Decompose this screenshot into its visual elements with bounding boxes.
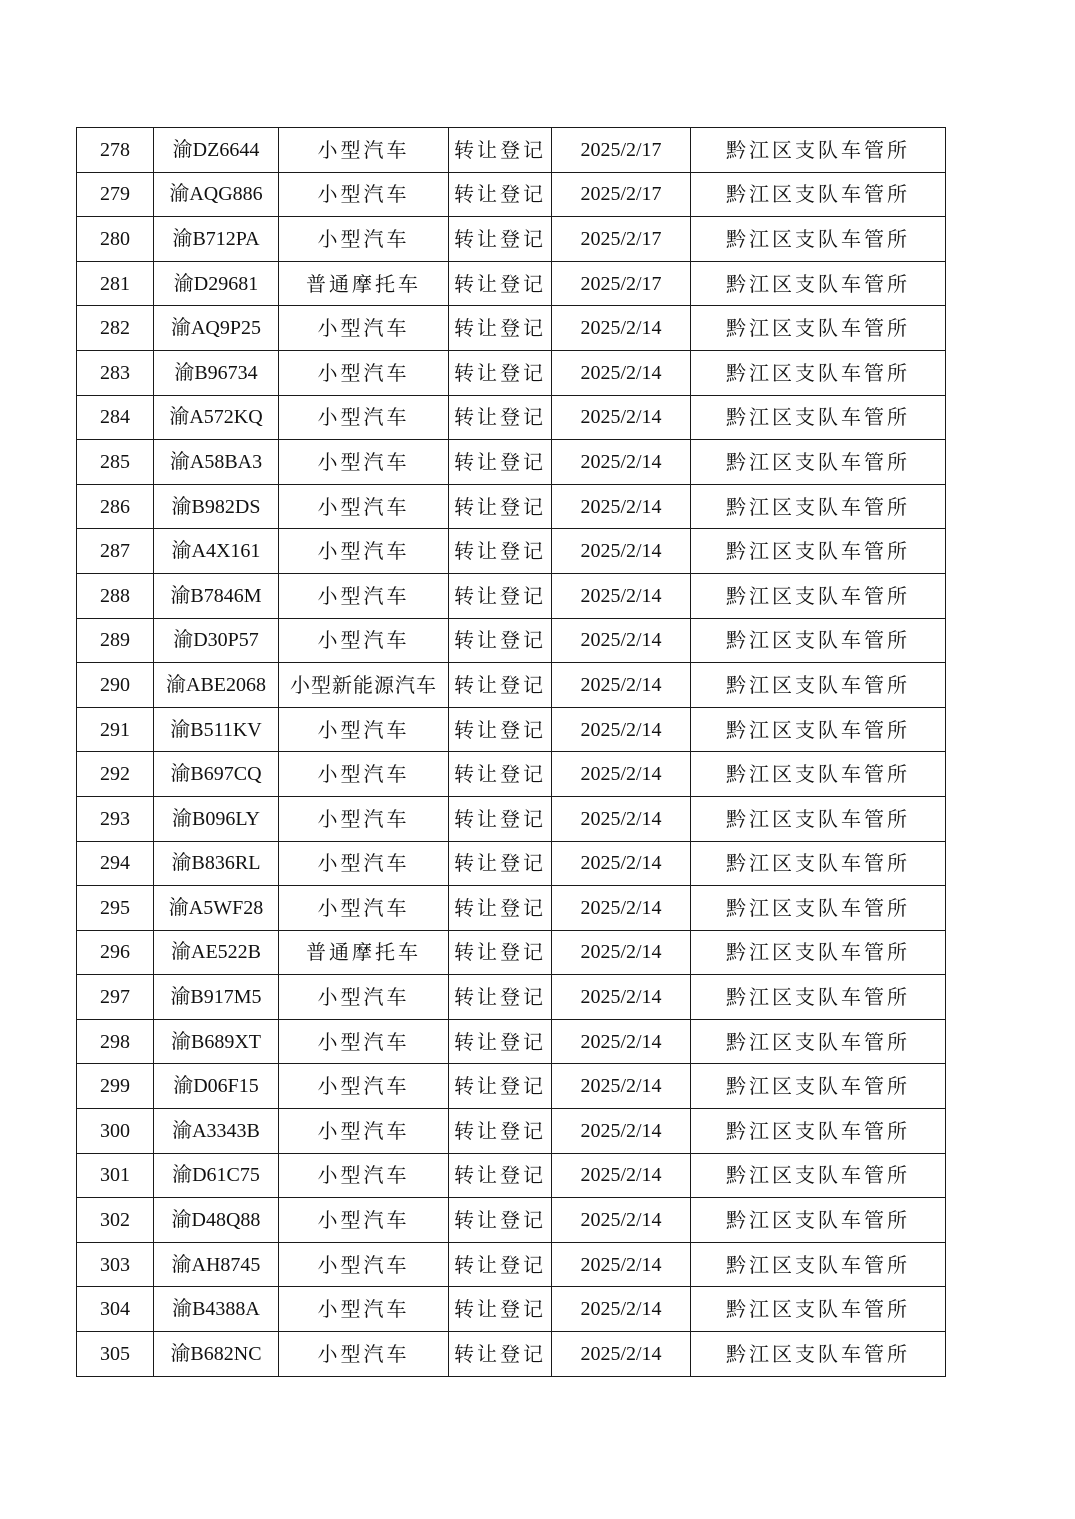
date-cell: 2025/2/14	[552, 1332, 691, 1377]
business-type-cell: 转让登记	[449, 1242, 552, 1287]
row-number-cell: 291	[77, 707, 154, 752]
plate-number-cell: 渝A572KQ	[154, 395, 279, 440]
table-row	[77, 618, 946, 663]
table-row	[77, 1242, 946, 1287]
table-row	[77, 172, 946, 217]
business-type-cell: 转让登记	[449, 440, 552, 485]
row-number-cell: 284	[77, 395, 154, 440]
business-type-cell: 转让登记	[449, 128, 552, 173]
vehicle-type-cell: 小型汽车	[279, 1242, 449, 1287]
vehicle-type-cell: 小型汽车	[279, 1064, 449, 1109]
date-cell: 2025/2/14	[552, 395, 691, 440]
office-cell: 黔江区支队车管所	[691, 573, 946, 618]
plate-number-cell: 渝A5WF28	[154, 886, 279, 931]
vehicle-type-cell: 小型汽车	[279, 484, 449, 529]
plate-number-cell: 渝B712PA	[154, 217, 279, 262]
business-type-cell: 转让登记	[449, 484, 552, 529]
vehicle-type-cell: 小型汽车	[279, 350, 449, 395]
row-number-cell: 287	[77, 529, 154, 574]
date-cell: 2025/2/14	[552, 1287, 691, 1332]
plate-number-cell: 渝B689XT	[154, 1019, 279, 1064]
table-row	[77, 975, 946, 1020]
business-type-cell: 转让登记	[449, 930, 552, 975]
vehicle-type-cell: 小型汽车	[279, 128, 449, 173]
vehicle-registration-table	[76, 127, 946, 1377]
row-number-cell: 299	[77, 1064, 154, 1109]
business-type-cell: 转让登记	[449, 663, 552, 708]
row-number-cell: 297	[77, 975, 154, 1020]
office-cell: 黔江区支队车管所	[691, 440, 946, 485]
table-row	[77, 886, 946, 931]
vehicle-type-cell: 小型汽车	[279, 841, 449, 886]
date-cell: 2025/2/14	[552, 618, 691, 663]
date-cell: 2025/2/17	[552, 172, 691, 217]
business-type-cell: 转让登记	[449, 796, 552, 841]
plate-number-cell: 渝AQG886	[154, 172, 279, 217]
table-row	[77, 1332, 946, 1377]
date-cell: 2025/2/17	[552, 128, 691, 173]
vehicle-type-cell: 小型汽车	[279, 707, 449, 752]
office-cell: 黔江区支队车管所	[691, 172, 946, 217]
table-row	[77, 841, 946, 886]
date-cell: 2025/2/14	[552, 752, 691, 797]
date-cell: 2025/2/14	[552, 1153, 691, 1198]
plate-number-cell: 渝D48Q88	[154, 1198, 279, 1243]
table-row	[77, 484, 946, 529]
plate-number-cell: 渝B682NC	[154, 1332, 279, 1377]
date-cell: 2025/2/14	[552, 440, 691, 485]
plate-number-cell: 渝A58BA3	[154, 440, 279, 485]
vehicle-type-cell: 小型汽车	[279, 1287, 449, 1332]
business-type-cell: 转让登记	[449, 618, 552, 663]
business-type-cell: 转让登记	[449, 1153, 552, 1198]
table-row	[77, 1153, 946, 1198]
date-cell: 2025/2/14	[552, 529, 691, 574]
table-body	[77, 128, 946, 1377]
row-number-cell: 301	[77, 1153, 154, 1198]
date-cell: 2025/2/14	[552, 930, 691, 975]
office-cell: 黔江区支队车管所	[691, 1332, 946, 1377]
plate-number-cell: 渝D29681	[154, 261, 279, 306]
business-type-cell: 转让登记	[449, 841, 552, 886]
date-cell: 2025/2/14	[552, 886, 691, 931]
business-type-cell: 转让登记	[449, 975, 552, 1020]
office-cell: 黔江区支队车管所	[691, 975, 946, 1020]
office-cell: 黔江区支队车管所	[691, 484, 946, 529]
date-cell: 2025/2/17	[552, 217, 691, 262]
plate-number-cell: 渝AH8745	[154, 1242, 279, 1287]
date-cell: 2025/2/14	[552, 350, 691, 395]
office-cell: 黔江区支队车管所	[691, 395, 946, 440]
plate-number-cell: 渝B511KV	[154, 707, 279, 752]
date-cell: 2025/2/17	[552, 261, 691, 306]
vehicle-type-cell: 小型汽车	[279, 886, 449, 931]
row-number-cell: 298	[77, 1019, 154, 1064]
table-row	[77, 261, 946, 306]
vehicle-type-cell: 小型汽车	[279, 1198, 449, 1243]
plate-number-cell: 渝D06F15	[154, 1064, 279, 1109]
date-cell: 2025/2/14	[552, 1242, 691, 1287]
office-cell: 黔江区支队车管所	[691, 1019, 946, 1064]
plate-number-cell: 渝B96734	[154, 350, 279, 395]
plate-number-cell: 渝B836RL	[154, 841, 279, 886]
date-cell: 2025/2/14	[552, 663, 691, 708]
row-number-cell: 279	[77, 172, 154, 217]
office-cell: 黔江区支队车管所	[691, 1064, 946, 1109]
row-number-cell: 282	[77, 306, 154, 351]
office-cell: 黔江区支队车管所	[691, 886, 946, 931]
row-number-cell: 300	[77, 1109, 154, 1154]
business-type-cell: 转让登记	[449, 1064, 552, 1109]
plate-number-cell: 渝B982DS	[154, 484, 279, 529]
date-cell: 2025/2/14	[552, 1064, 691, 1109]
row-number-cell: 283	[77, 350, 154, 395]
table-row	[77, 1287, 946, 1332]
table-row	[77, 1064, 946, 1109]
business-type-cell: 转让登记	[449, 573, 552, 618]
date-cell: 2025/2/14	[552, 796, 691, 841]
table-row	[77, 1198, 946, 1243]
vehicle-type-cell: 小型汽车	[279, 1019, 449, 1064]
date-cell: 2025/2/14	[552, 1198, 691, 1243]
business-type-cell: 转让登记	[449, 529, 552, 574]
table-row	[77, 128, 946, 173]
office-cell: 黔江区支队车管所	[691, 752, 946, 797]
office-cell: 黔江区支队车管所	[691, 841, 946, 886]
table-row	[77, 217, 946, 262]
plate-number-cell: 渝DZ6644	[154, 128, 279, 173]
table-row	[77, 930, 946, 975]
table-row	[77, 752, 946, 797]
plate-number-cell: 渝B4388A	[154, 1287, 279, 1332]
table-row	[77, 395, 946, 440]
business-type-cell: 转让登记	[449, 752, 552, 797]
row-number-cell: 305	[77, 1332, 154, 1377]
vehicle-type-cell: 小型汽车	[279, 217, 449, 262]
date-cell: 2025/2/14	[552, 1019, 691, 1064]
row-number-cell: 285	[77, 440, 154, 485]
business-type-cell: 转让登记	[449, 1198, 552, 1243]
business-type-cell: 转让登记	[449, 350, 552, 395]
row-number-cell: 288	[77, 573, 154, 618]
office-cell: 黔江区支队车管所	[691, 306, 946, 351]
vehicle-type-cell: 小型汽车	[279, 529, 449, 574]
business-type-cell: 转让登记	[449, 306, 552, 351]
row-number-cell: 290	[77, 663, 154, 708]
date-cell: 2025/2/14	[552, 707, 691, 752]
office-cell: 黔江区支队车管所	[691, 1242, 946, 1287]
vehicle-type-cell: 小型汽车	[279, 618, 449, 663]
date-cell: 2025/2/14	[552, 975, 691, 1020]
row-number-cell: 289	[77, 618, 154, 663]
office-cell: 黔江区支队车管所	[691, 1109, 946, 1154]
vehicle-type-cell: 普通摩托车	[279, 930, 449, 975]
row-number-cell: 294	[77, 841, 154, 886]
date-cell: 2025/2/14	[552, 306, 691, 351]
office-cell: 黔江区支队车管所	[691, 1287, 946, 1332]
plate-number-cell: 渝A3343B	[154, 1109, 279, 1154]
row-number-cell: 303	[77, 1242, 154, 1287]
office-cell: 黔江区支队车管所	[691, 217, 946, 262]
vehicle-type-cell: 小型汽车	[279, 395, 449, 440]
plate-number-cell: 渝D30P57	[154, 618, 279, 663]
row-number-cell: 302	[77, 1198, 154, 1243]
plate-number-cell: 渝B697CQ	[154, 752, 279, 797]
vehicle-type-cell: 普通摩托车	[279, 261, 449, 306]
table-row	[77, 1109, 946, 1154]
plate-number-cell: 渝A4X161	[154, 529, 279, 574]
table-row	[77, 306, 946, 351]
office-cell: 黔江区支队车管所	[691, 128, 946, 173]
row-number-cell: 286	[77, 484, 154, 529]
vehicle-type-cell: 小型汽车	[279, 752, 449, 797]
vehicle-type-cell: 小型汽车	[279, 1332, 449, 1377]
office-cell: 黔江区支队车管所	[691, 796, 946, 841]
vehicle-type-cell: 小型汽车	[279, 573, 449, 618]
plate-number-cell: 渝B7846M	[154, 573, 279, 618]
business-type-cell: 转让登记	[449, 217, 552, 262]
date-cell: 2025/2/14	[552, 573, 691, 618]
plate-number-cell: 渝AE522B	[154, 930, 279, 975]
vehicle-type-cell: 小型汽车	[279, 796, 449, 841]
vehicle-type-cell: 小型汽车	[279, 1153, 449, 1198]
date-cell: 2025/2/14	[552, 841, 691, 886]
office-cell: 黔江区支队车管所	[691, 1198, 946, 1243]
row-number-cell: 293	[77, 796, 154, 841]
business-type-cell: 转让登记	[449, 1287, 552, 1332]
business-type-cell: 转让登记	[449, 1332, 552, 1377]
office-cell: 黔江区支队车管所	[691, 261, 946, 306]
vehicle-type-cell: 小型汽车	[279, 172, 449, 217]
row-number-cell: 280	[77, 217, 154, 262]
table-row	[77, 1019, 946, 1064]
business-type-cell: 转让登记	[449, 1019, 552, 1064]
business-type-cell: 转让登记	[449, 1109, 552, 1154]
vehicle-type-cell: 小型新能源汽车	[279, 663, 449, 708]
business-type-cell: 转让登记	[449, 707, 552, 752]
office-cell: 黔江区支队车管所	[691, 707, 946, 752]
table-row	[77, 440, 946, 485]
business-type-cell: 转让登记	[449, 886, 552, 931]
table-row	[77, 707, 946, 752]
plate-number-cell: 渝AQ9P25	[154, 306, 279, 351]
business-type-cell: 转让登记	[449, 172, 552, 217]
row-number-cell: 278	[77, 128, 154, 173]
office-cell: 黔江区支队车管所	[691, 618, 946, 663]
plate-number-cell: 渝B917M5	[154, 975, 279, 1020]
date-cell: 2025/2/14	[552, 1109, 691, 1154]
office-cell: 黔江区支队车管所	[691, 930, 946, 975]
office-cell: 黔江区支队车管所	[691, 663, 946, 708]
row-number-cell: 296	[77, 930, 154, 975]
vehicle-type-cell: 小型汽车	[279, 1109, 449, 1154]
row-number-cell: 295	[77, 886, 154, 931]
date-cell: 2025/2/14	[552, 484, 691, 529]
table-row	[77, 663, 946, 708]
row-number-cell: 281	[77, 261, 154, 306]
business-type-cell: 转让登记	[449, 395, 552, 440]
table-row	[77, 350, 946, 395]
office-cell: 黔江区支队车管所	[691, 529, 946, 574]
vehicle-type-cell: 小型汽车	[279, 440, 449, 485]
vehicle-type-cell: 小型汽车	[279, 306, 449, 351]
row-number-cell: 292	[77, 752, 154, 797]
vehicle-type-cell: 小型汽车	[279, 975, 449, 1020]
table-row	[77, 573, 946, 618]
row-number-cell: 304	[77, 1287, 154, 1332]
plate-number-cell: 渝B096LY	[154, 796, 279, 841]
plate-number-cell: 渝D61C75	[154, 1153, 279, 1198]
business-type-cell: 转让登记	[449, 261, 552, 306]
table-row	[77, 529, 946, 574]
office-cell: 黔江区支队车管所	[691, 350, 946, 395]
plate-number-cell: 渝ABE2068	[154, 663, 279, 708]
office-cell: 黔江区支队车管所	[691, 1153, 946, 1198]
table-row	[77, 796, 946, 841]
